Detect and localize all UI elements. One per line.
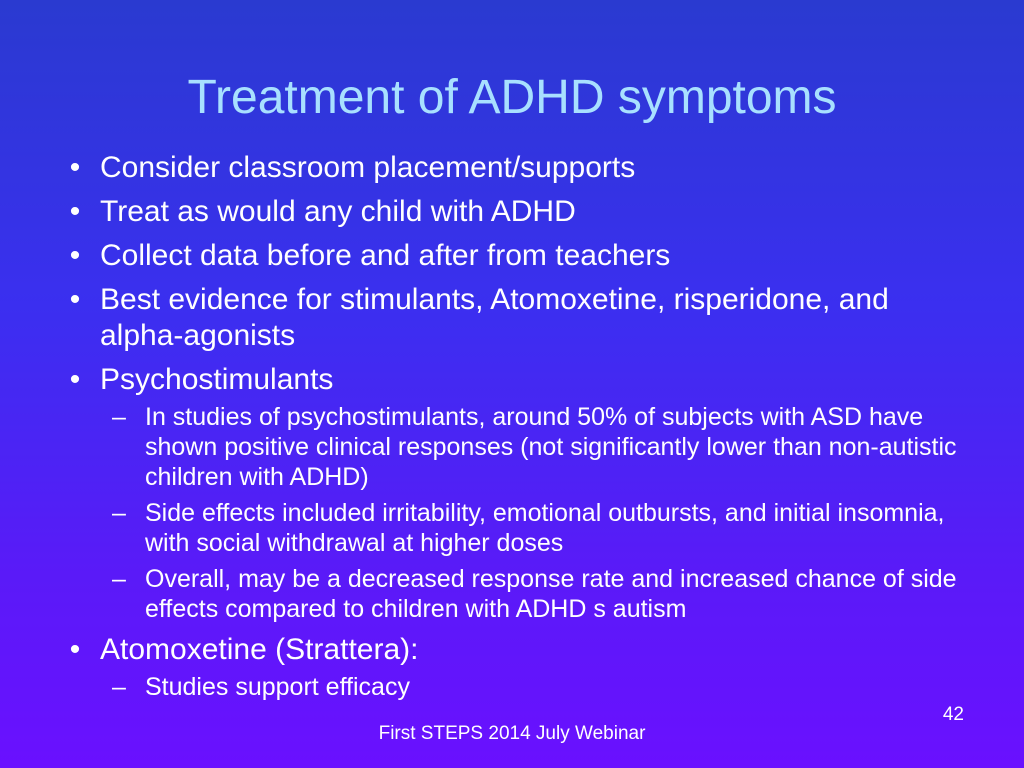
bullet-item: [60, 282, 980, 354]
bullet-text: Treat as would any child with ADHD: [100, 195, 576, 228]
bullet-icon: •: [69, 195, 81, 228]
page-number: 42: [942, 704, 964, 725]
sub-bullet-text: Studies support efficacy: [145, 673, 410, 701]
dash-icon: –: [112, 673, 126, 701]
dash-icon: –: [112, 403, 126, 431]
bullet-item: [60, 194, 980, 230]
bullet-text: Collect data before and after from teachers: [100, 239, 671, 272]
footer-text: First STEPS 2014 July Webinar: [378, 723, 646, 744]
bullet-text: Psychostimulants: [100, 363, 334, 396]
bullet-item: [60, 362, 980, 624]
bullet-text: Consider classroom placement/supports: [100, 151, 636, 184]
bullet-icon: •: [69, 633, 81, 666]
bullet-item: [60, 150, 980, 186]
bullet-text: Atomoxetine (Strattera):: [100, 633, 419, 666]
bullet-text: Best evidence for stimulants, Atomoxetine, risperidone, and alpha-agonists: [100, 283, 889, 352]
sub-bullet-text: Overall, may be a decreased response rate and increased chance of side effects compared to children with ADHD s autism: [145, 565, 957, 623]
sub-bullet-text: In studies of psychostimulants, around 50% of subjects with ASD have shown positive clinical responses (not significantly lower than non-autistic children with ADHD): [145, 403, 957, 491]
sub-bullet-item: [100, 564, 980, 624]
bullet-icon: •: [69, 283, 81, 316]
bullet-icon: •: [69, 363, 81, 396]
sub-bullet-text: Side effects included irritability, emotional outbursts, and initial insomnia, with social withdrawal at higher doses: [145, 499, 945, 557]
sub-bullet-list: [100, 672, 980, 702]
sub-bullet-item: [100, 498, 980, 558]
sub-bullet-list: [100, 402, 980, 624]
bullet-icon: •: [69, 151, 81, 184]
dash-icon: –: [112, 565, 126, 593]
bullet-item: [60, 238, 980, 274]
bullet-item: [60, 632, 980, 702]
sub-bullet-item: [100, 672, 980, 702]
sub-bullet-item: [100, 402, 980, 492]
dash-icon: –: [112, 499, 126, 527]
slide-title: Treatment of ADHD symptoms: [187, 71, 837, 124]
bullet-icon: •: [69, 239, 81, 272]
bullet-list: [60, 150, 980, 710]
